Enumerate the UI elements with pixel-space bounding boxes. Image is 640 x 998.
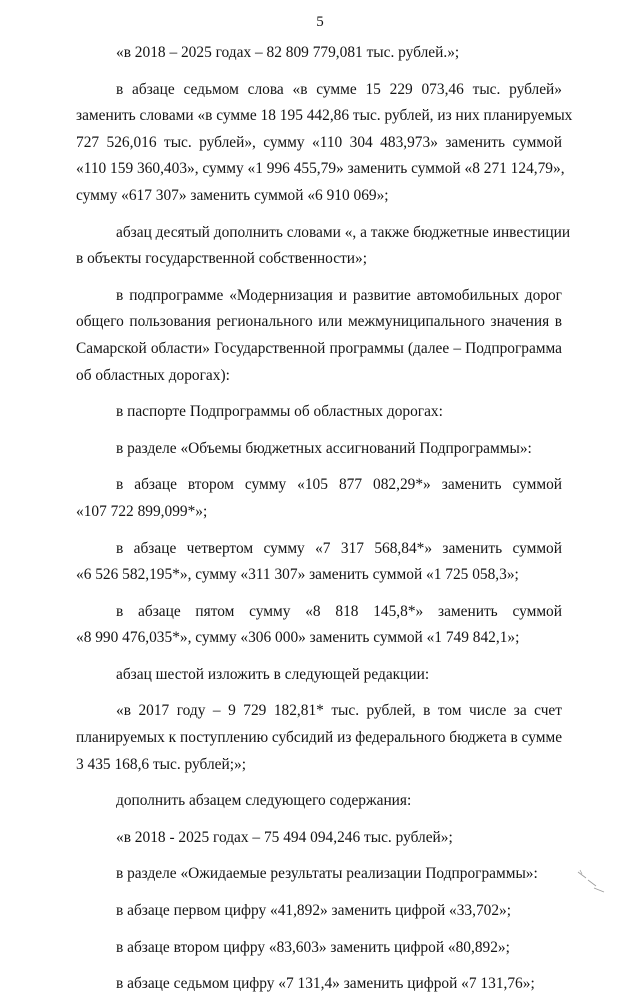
text-line: об областных дорогах): [76, 366, 230, 384]
text-line: «в 2018 – 2025 годах – 82 809 779,081 тыс. рублей.»; [116, 44, 460, 61]
text-line: общего пользования регионального или межмуниципального значения в [76, 313, 562, 331]
page-number: 5 [316, 14, 324, 30]
text-line: заменить словами «в сумме 18 195 442,86 тыс. рублей, из них планируемых [76, 107, 573, 125]
text-line: в паспорте Подпрограммы об областных дорогах: [116, 403, 443, 421]
scan-marks [574, 868, 614, 894]
paragraph [76, 698, 562, 778]
paragraph [76, 536, 562, 589]
paragraph [76, 898, 562, 925]
text-line: в разделе «Объемы бюджетных ассигнований Подпрограммы»: [116, 439, 532, 457]
text-line: в разделе «Ожидаемые результаты реализации Подпрограммы»: [116, 865, 538, 883]
text-line: планируемых к поступлению субсидий из федерального бюджета в сумме [76, 729, 563, 747]
paragraph [76, 77, 573, 210]
paragraph [76, 861, 562, 888]
text-line: «8 990 476,035*», сумму «306 000» заменить суммой «1 749 842,1»; [76, 629, 520, 647]
paragraph [76, 662, 562, 689]
text-line: «в 2018 - 2025 годах – 75 494 094,246 тыс. рублей»; [116, 828, 453, 846]
paragraph [76, 399, 562, 426]
text-line: Самарской области» Государственной программы (далее – Подпрограмма [76, 339, 562, 357]
paragraph [76, 825, 562, 852]
text-line: «в 2017 году – 9 729 182,81* тыс. рублей, в том числе за счет [116, 702, 562, 720]
text-line: 3 435 168,6 тыс. рублей;»; [76, 755, 246, 773]
text-line: абзац десятый дополнить словами «, а также бюджетные инвестиции [116, 223, 571, 241]
text-line: в абзаце четвертом сумму «7 317 568,84*» заменить суммой [116, 539, 562, 557]
text-line: в подпрограмме «Модернизация и развитие автомобильных дорог [116, 286, 562, 304]
text-line: в абзаце втором цифру «83,603» заменить цифрой «80,892»; [116, 938, 510, 956]
text-line: в абзаце пятом сумму «8 818 145,8*» заменить суммой [116, 602, 562, 620]
paragraph [76, 283, 562, 389]
text-line: абзац шестой изложить в следующей редакции: [116, 665, 430, 683]
text-line: в абзаце втором сумму «105 877 082,29*» заменить суммой [116, 476, 562, 494]
text-line: в абзаце седьмом цифру «7 131,4» заменить цифрой «7 131,76»; [116, 975, 535, 993]
paragraph [76, 599, 562, 652]
text-line: 727 526,016 тыс. рублей», сумму «110 304 483,973» заменить суммой [76, 133, 562, 151]
paragraph [76, 788, 562, 815]
text-line: в объекты государственной собственности»; [76, 250, 368, 268]
text-line: дополнить абзацем следующего содержания: [116, 792, 412, 810]
text-line: сумму «617 307» заменить суммой «6 910 069»; [76, 186, 389, 204]
paragraph [76, 935, 562, 962]
paragraph [76, 40, 562, 67]
paragraph [76, 472, 562, 525]
document-body [76, 40, 573, 998]
text-line: «107 722 899,099*»; [76, 502, 208, 520]
text-line: «110 159 360,403», сумму «1 996 455,79» заменить суммой «8 271 124,79», [76, 160, 565, 178]
paragraph [76, 220, 571, 273]
text-line: в абзаце седьмом слова «в сумме 15 229 073,46 тыс. рублей» [116, 80, 562, 98]
paragraph [76, 971, 562, 998]
paragraph [76, 436, 562, 463]
text-line: в абзаце первом цифру «41,892» заменить цифрой «33,702»; [116, 902, 512, 920]
text-line: «6 526 582,195*», сумму «311 307» заменить суммой «1 725 058,3»; [76, 566, 519, 584]
